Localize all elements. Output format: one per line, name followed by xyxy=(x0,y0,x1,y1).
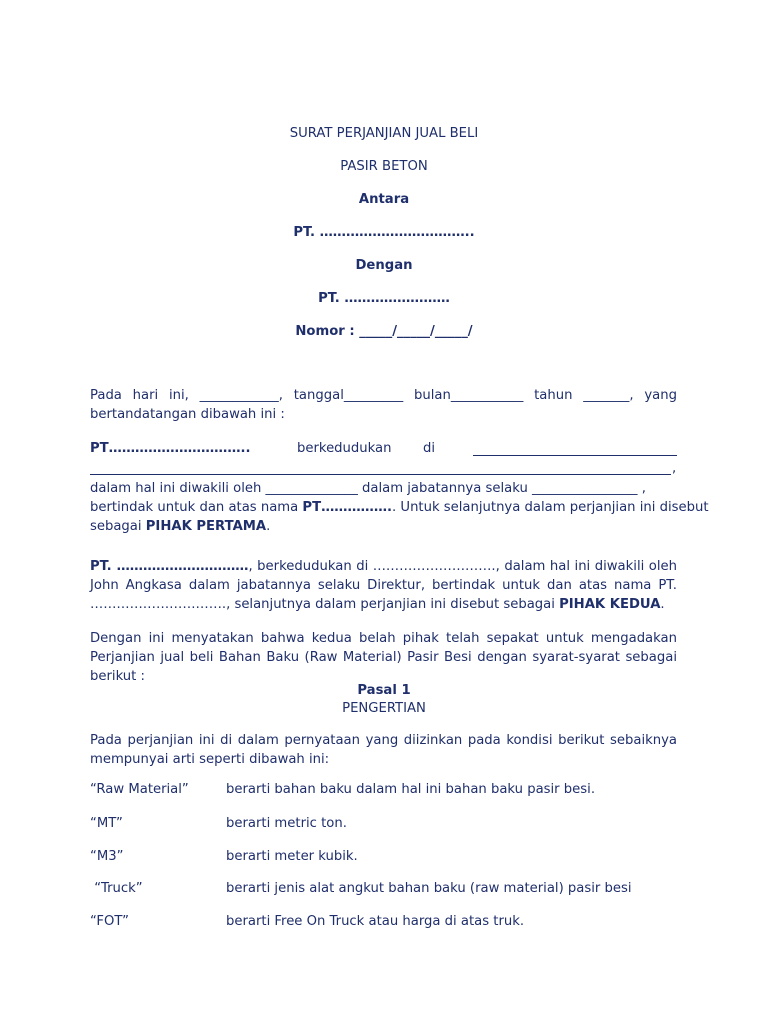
pihak-pertama-line-4 xyxy=(90,498,709,517)
pihak-pertama-di: di xyxy=(423,441,436,456)
party-2-line: PT. …………………… xyxy=(318,291,450,306)
definition-text: berarti Free On Truck atau harga di atas truk. xyxy=(226,914,525,929)
title-line-2: PASIR BETON xyxy=(340,159,428,174)
pihak-pertama-line-5 xyxy=(90,517,677,536)
definition-term: “MT” xyxy=(90,816,123,831)
pihak-pertama-line-3: dalam hal ini diwakili oleh ______________ dalam jabatannya selaku ________________ , xyxy=(90,481,646,496)
address-blank-line xyxy=(473,439,677,456)
statement-paragraph: Dengan ini menyatakan bahwa kedua belah pihak telah sepakat untuk mengadakan Perjanjian jual beli Bahan Baku (Raw Material) Pasir Besi dengan syarat-syarat sebagai berikut : xyxy=(90,631,677,684)
antara-label: Antara xyxy=(358,192,410,207)
pihak-kedua-label: PIHAK KEDUA xyxy=(559,597,661,612)
pasal-1-subheading: PENGERTIAN xyxy=(342,701,426,716)
address-blank-line-2 xyxy=(90,459,671,475)
intro-paragraph: Pada hari ini, ____________, tanggal_________ bulan___________ tahun _______, yang bertandatangan dibawah ini : xyxy=(90,388,677,422)
pihak-pertama-berkedudukan: berkedudukan xyxy=(297,441,392,456)
line-4-text-b: . Untuk selanjutnya dalam perjanjian ini disebut xyxy=(392,500,709,515)
definition-term: “Truck” xyxy=(90,881,143,896)
pasal-1-heading: Pasal 1 xyxy=(357,683,411,698)
pihak-kedua-text: , berkedudukan di ………………………., dalam hal ini diwakili oleh John Angkasa dalam jabatannya selaku Direktur, bertindak untuk dan atas nama PT. …………………………., selanjutnya dalam perjanjian ini disebut sebagai xyxy=(90,559,677,612)
definition-term: “M3” xyxy=(90,849,124,864)
line-5-text-b: . xyxy=(266,519,271,534)
pasal-1-intro: Pada perjanjian ini di dalam pernyataan yang diizinkan pada kondisi berikut sebaiknya mempunyai arti seperti dibawah ini: xyxy=(90,733,677,767)
pihak-pertama-label: PIHAK PERTAMA xyxy=(145,519,267,534)
pihak-pertama-name: PT………………………….. xyxy=(90,441,251,456)
nomor-line: Nomor : _____/_____/_____/ xyxy=(295,324,473,339)
pihak-kedua-paragraph xyxy=(90,557,677,614)
line-5-text-a: sebagai xyxy=(90,519,146,534)
line-4-text-a: bertindak untuk dan atas nama xyxy=(90,500,303,515)
pihak-kedua-end: . xyxy=(660,597,665,612)
title-line-1: SURAT PERJANJIAN JUAL BELI xyxy=(289,126,479,141)
definition-text: berarti bahan baku dalam hal ini bahan baku pasir besi. xyxy=(226,782,596,797)
definition-term: “Raw Material” xyxy=(90,782,189,797)
definition-text: berarti jenis alat angkut bahan baku (raw material) pasir besi xyxy=(226,881,632,896)
definition-text: berarti metric ton. xyxy=(226,816,347,831)
line-2-comma: , xyxy=(672,461,677,476)
definition-term: “FOT” xyxy=(90,914,129,929)
line-4-pt: PT……………. xyxy=(302,500,393,515)
party-1-line: PT. …………………………….. xyxy=(293,225,475,240)
pihak-kedua-pt: PT. ………………………… xyxy=(90,559,249,574)
dengan-label: Dengan xyxy=(355,258,413,273)
definition-text: berarti meter kubik. xyxy=(226,849,358,864)
